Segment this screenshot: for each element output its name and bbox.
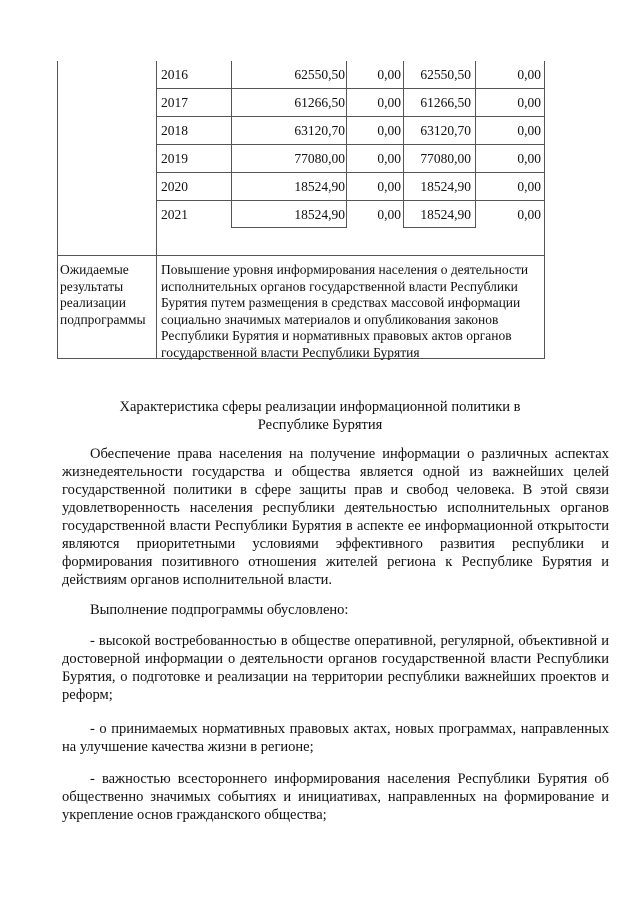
- table-cell-value: 18524,90: [420, 207, 471, 222]
- table-grid-line: [156, 88, 545, 89]
- table-cell-value: 18524,90: [294, 179, 345, 194]
- table-cell-year: 2019: [161, 151, 188, 166]
- table-cell-value: 0,00: [377, 207, 401, 222]
- table-grid-line: [231, 61, 232, 227]
- table-cell-value: 61266,50: [294, 95, 345, 110]
- table-cell-year: 2021: [161, 207, 188, 222]
- table-grid-line: [156, 116, 545, 117]
- table-cell-year: 2017: [161, 95, 188, 110]
- table-cell-value: 0,00: [517, 151, 541, 166]
- paragraph: - о принимаемых нормативных правовых актах, новых программах, направленных на улучшение качества жизни в регионе;: [62, 721, 609, 755]
- table-grid-line: [156, 172, 545, 173]
- table-divider-results: [57, 255, 545, 256]
- results-text: Повышение уровня информирования населения о деятельности исполнительных органов государственной власти Республики Бурятия путем размещения в средствах массовой информации социально значимых материалов и опубликования законов Республики Бурятия и нормативных правовых актов органов государственной власти Республики Бурятия: [161, 262, 529, 360]
- table-cell-value: 62550,50: [420, 67, 471, 82]
- table-cell-value: 0,00: [377, 179, 401, 194]
- table-cell-value: 63120,70: [294, 123, 345, 138]
- table-cell-value: 0,00: [517, 179, 541, 194]
- table-cell-year: 2020: [161, 179, 188, 194]
- table-cell-value: 63120,70: [420, 123, 471, 138]
- results-label: Ожидаемые результаты реализации подпрограммы: [60, 262, 146, 327]
- table-cell-value: 0,00: [377, 123, 401, 138]
- table-border-right: [544, 61, 545, 359]
- table-cell-value: 62550,50: [294, 67, 345, 82]
- table-grid-line: [156, 144, 545, 145]
- paragraph: Обеспечение права населения на получение информации о различных аспектах жизнедеятельности государства и общества является одной из важнейших целей государственной политики в сфере защиты прав и свобод человека. В этой связи удовлетворенность населения республики деятельностью исполнительных органов государственной власти Республики Бурятия в аспекте ее информационной открытости являются приоритетными условиями эффективного развития республики и формирования позитивного отношения жителей региона к Республике Бурятия и действиям органов исполнительной власти.: [62, 446, 609, 588]
- table-cell-value: 0,00: [517, 207, 541, 222]
- table-grid-line: [346, 61, 347, 227]
- table-cell-year: 2016: [161, 67, 188, 82]
- paragraph: - важностью всестороннего информирования населения Республики Бурятия об общественно значимых событиях и инициативах, направленных на формирование и укрепление основ гражданского общества;: [62, 771, 609, 823]
- finance-table: [57, 61, 545, 359]
- table-border-left: [57, 61, 58, 359]
- table-divider-label: [156, 61, 157, 359]
- section-heading: Характеристика сферы реализации информационной политики в Республике Бурятия: [119, 399, 521, 433]
- table-cell-value: 18524,90: [294, 207, 345, 222]
- table-cell-value: 0,00: [377, 67, 401, 82]
- table-grid-line: [475, 61, 476, 227]
- table-cell-value: 0,00: [517, 123, 541, 138]
- table-cell-value: 0,00: [517, 67, 541, 82]
- table-cell-year: 2018: [161, 123, 188, 138]
- table-cell-value: 77080,00: [294, 151, 345, 166]
- table-cell-value: 0,00: [377, 151, 401, 166]
- paragraph: Выполнение подпрограммы обусловлено:: [90, 602, 349, 618]
- table-cell-value: 18524,90: [420, 179, 471, 194]
- table-cell-value: 77080,00: [420, 151, 471, 166]
- table-grid-line: [231, 227, 347, 228]
- table-cell-value: 61266,50: [420, 95, 471, 110]
- table-cell-value: 0,00: [517, 95, 541, 110]
- paragraph: - высокой востребованностью в обществе оперативной, регулярной, объективной и достоверной информации о деятельности органов государственной власти Республики Бурятия, о подготовке и реализации на территории республики важнейших проектов и реформ;: [62, 633, 609, 703]
- table-cell-value: 0,00: [377, 95, 401, 110]
- table-grid-line: [156, 200, 545, 201]
- table-grid-line: [403, 227, 476, 228]
- table-grid-line: [403, 61, 404, 227]
